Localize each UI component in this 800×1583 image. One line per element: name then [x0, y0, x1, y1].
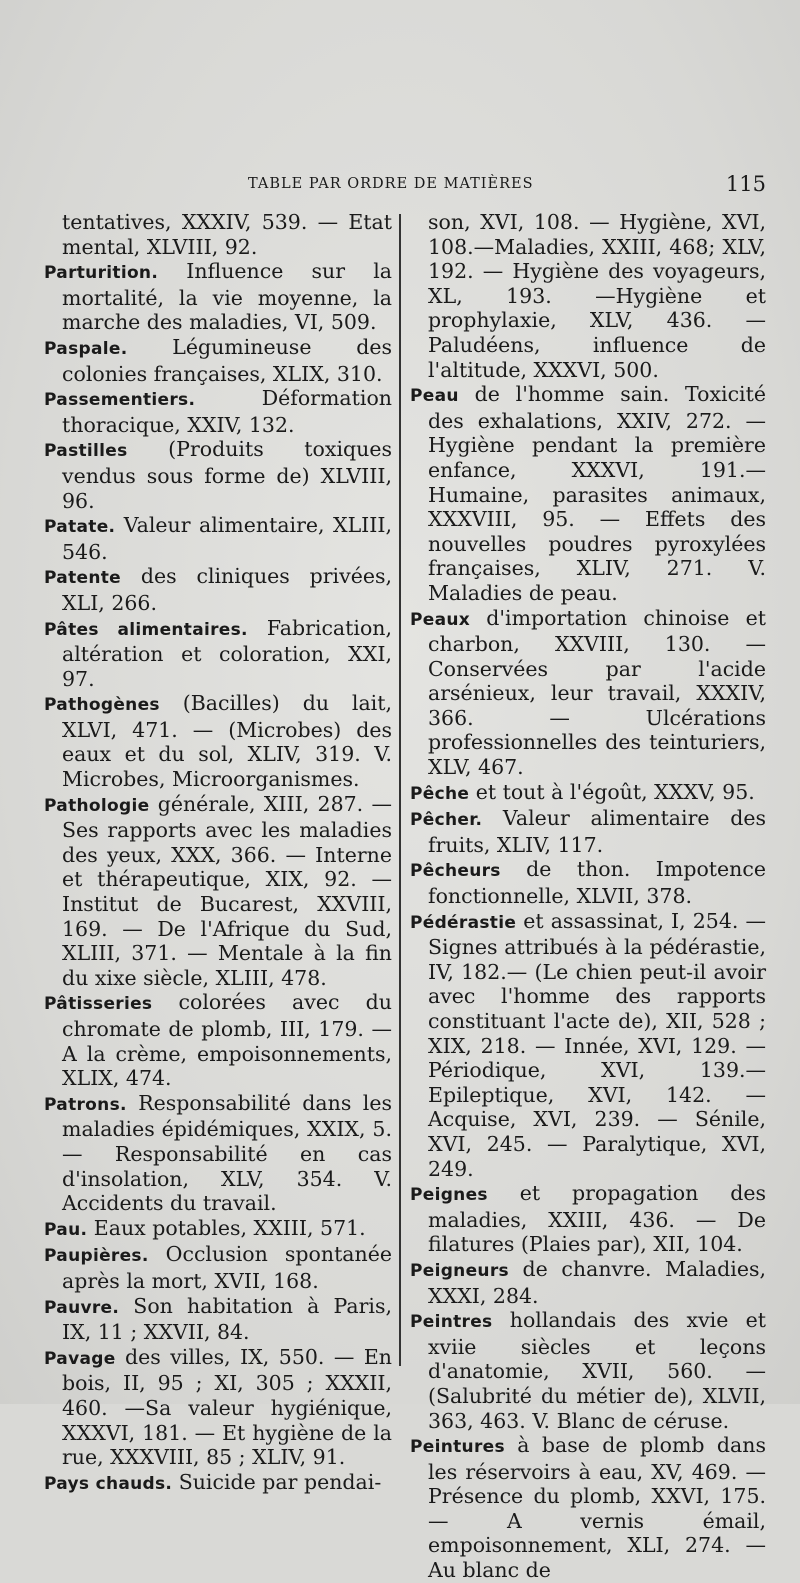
entry-text: (Bacilles) du lait, XLVI, 471. — (Microbes) des eaux et du sol, XLIV, 319. V. Microbes, Microorganismes. — [62, 691, 392, 792]
entry-heading: Pêcher. — [410, 810, 483, 831]
index-entry — [44, 1216, 392, 1243]
entry-heading: Paspale. — [44, 338, 128, 359]
entry-heading: Parturition. — [44, 263, 159, 284]
entry-text: à base de plomb dans les réservoirs à eau, XV, 469. — Présence du plomb, XXVI, 175. — A vernis émail, empoisonnement, XLI, 274. — Au blanc de — [428, 1433, 766, 1583]
index-entry — [44, 1294, 392, 1345]
index-entry — [44, 1091, 392, 1216]
index-entry — [410, 1257, 766, 1308]
column-divider — [399, 214, 401, 1366]
entry-text: de l'homme sain. Toxicité des exhalations, XXIV, 272. — Hygiène pendant la première enfance, XXXVI, 191.— Humaine, parasites animaux, XXXVIII, 95. — Effets des nouvelles poudres pyroxylées françaises, XLIV, 271. V. Maladies de peau. — [428, 382, 766, 605]
entry-heading: Pathogènes — [44, 695, 160, 716]
index-entry — [44, 259, 392, 335]
entry-text: Fabrication, altération et coloration, XXI, 97. — [62, 615, 392, 691]
entry-text: des villes, IX, 550. — En bois, II, 95 ; XI, 305 ; XXXII, 460. —Sa valeur hygiénique, XXXVI, 181. — Et hygiène de la rue, XXXVIII, 85 ; XLIV, 91. — [62, 1344, 392, 1470]
index-entry — [44, 1470, 392, 1497]
entry-text: Déformation thoracique, XXIV, 132. — [62, 386, 392, 437]
entry-heading: Pastilles — [44, 441, 128, 462]
entry-heading: Pédérastie — [410, 912, 517, 933]
page-header — [0, 172, 800, 200]
index-entry — [44, 990, 392, 1090]
entry-heading: Pêcheurs — [410, 861, 501, 882]
entry-heading: Pau. — [44, 1219, 88, 1240]
entry-text: tentatives, XXXIV, 539. — Etat mental, XLVIII, 92. — [62, 210, 392, 259]
entry-text: de thon. Impotence fonctionnelle, XLVII, 378. — [428, 857, 766, 909]
entry-text: colorées avec du chromate de plomb, III, 179. — A la crème, empoisonnements, XLIX, 474. — [62, 990, 392, 1091]
entry-heading: Passementiers. — [44, 390, 196, 411]
entry-text: Valeur alimentaire des fruits, XLIV, 117. — [428, 806, 766, 857]
entry-text: Suicide par pendai- — [172, 1469, 382, 1494]
index-entry — [410, 1181, 766, 1257]
entry-heading: Paupières. — [44, 1246, 149, 1267]
right-column — [410, 210, 766, 1583]
entry-text: hollandais des xvie et xviie siècles et leçons d'anatomie, XVII, 560. —(Salubrité du métier de), XLVII, 363, 463. V. Blanc de céruse. — [428, 1308, 766, 1433]
index-entry — [44, 210, 392, 259]
entry-text: de chanvre. Maladies, XXXI, 284. — [428, 1256, 766, 1308]
index-entry — [44, 1345, 392, 1470]
entry-heading: Peintures — [410, 1437, 505, 1458]
entry-heading: Pêche — [410, 783, 470, 804]
entry-text: Occlusion spontanée après la mort, XVII, 168. — [62, 1242, 392, 1293]
entry-text: et propagation des maladies, XXIII, 436. — De filatures (Plaies par), XII, 104. — [428, 1181, 766, 1257]
entry-heading: Peau — [410, 386, 459, 407]
index-entry — [410, 382, 766, 605]
left-column — [44, 210, 392, 1494]
entry-heading: Patente — [44, 568, 121, 589]
index-entry — [410, 1433, 766, 1583]
index-entry — [44, 691, 392, 791]
entry-text: et assassinat, I, 254. —Signes attribués à la pédérastie, IV, 182.— (Le chien peut-il avoir avec l'homme des rapports constituant l'acte de), XII, 528 ; XIX, 218. — Innée, XVI, 129. — Périodique, XVI, 139.—Epileptique, XVI, 142. — Acquise, XVI, 239. — Sénile, XVI, 245. — Paralytique, XVI, 249. — [428, 908, 766, 1181]
index-entry — [410, 606, 766, 780]
index-entry — [410, 780, 766, 807]
page-number: 115 — [725, 172, 766, 196]
entry-text: des cliniques privées, XLI, 266. — [62, 564, 392, 615]
entry-heading: Pâtisseries — [44, 994, 153, 1015]
entry-heading: Peigneurs — [410, 1260, 509, 1281]
index-entry — [44, 1242, 392, 1293]
entry-text: Eaux potables, XXIII, 571. — [87, 1215, 366, 1240]
index-entry — [410, 210, 766, 382]
entry-heading: Pathologie — [44, 795, 150, 816]
entry-text: et tout à l'égoût, XXXV, 95. — [469, 779, 755, 804]
index-entry — [410, 1308, 766, 1433]
index-entry — [44, 386, 392, 437]
entry-heading: Peignes — [410, 1185, 488, 1206]
index-entry — [44, 437, 392, 513]
entry-text: Son habitation à Paris, IX, 11 ; XXVII, 84. — [62, 1293, 392, 1345]
entry-heading: Pauvre. — [44, 1297, 120, 1318]
running-title: TABLE PAR ORDRE DE MATIÈRES — [248, 176, 534, 192]
index-entry — [410, 857, 766, 908]
index-entry — [44, 513, 392, 564]
entry-heading: Patrons. — [44, 1094, 127, 1115]
entry-text: Influence sur la mortalité, la vie moyenne, la marche des maladies, VI, 509. — [62, 259, 392, 335]
entry-text: son, XVI, 108. — Hygiène, XVI, 108.—Maladies, XXIII, 468; XLV, 192. — Hygiène des voyageurs, XL, 193. —Hygiène et prophylaxie, XLV, 436. — Paludéens, influence de l'altitude, XXXVI, 500. — [428, 210, 766, 382]
entry-heading: Pays chauds. — [44, 1473, 173, 1494]
entry-heading: Pâtes alimentaires. — [44, 619, 248, 640]
entry-text: d'importation chinoise et charbon, XXVIII, 130. — Conservées par l'acide arsénieux, leur travail, XXXIV, 366. — Ulcérations professionnelles des teinturiers, XLV, 467. — [428, 605, 766, 780]
entry-text: générale, XIII, 287. — Ses rapports avec les maladies des yeux, XXX, 366. — Interne et thérapeutique, XIX, 92. — Institut de Bucarest, XXVIII, 169. — De l'Afrique du Sud, XLIII, 371. — Mentale à la fin du xixe siècle, XLIII, 478. — [62, 791, 392, 990]
index-entry — [44, 616, 392, 692]
entry-heading: Peintres — [410, 1312, 493, 1333]
entry-text: Légumineuse des colonies françaises, XLIX, 310. — [62, 334, 392, 386]
index-entry — [44, 792, 392, 991]
entry-heading: Pavage — [44, 1348, 116, 1369]
index-entry — [44, 335, 392, 386]
index-entry — [410, 909, 766, 1182]
entry-text: (Produits toxiques vendus sous forme de) XLVIII, 96. — [62, 437, 392, 513]
index-entry — [44, 564, 392, 615]
entry-heading: Peaux — [410, 609, 471, 630]
entry-text: Responsabilité dans les maladies épidémiques, XXIX, 5. — Responsabilité en cas d'insolation, XLV, 354. V. Accidents du travail. — [62, 1090, 392, 1216]
index-entry — [410, 806, 766, 857]
entry-heading: Patate. — [44, 517, 116, 538]
entry-text: Valeur alimentaire, XLIII, 546. — [62, 513, 392, 564]
